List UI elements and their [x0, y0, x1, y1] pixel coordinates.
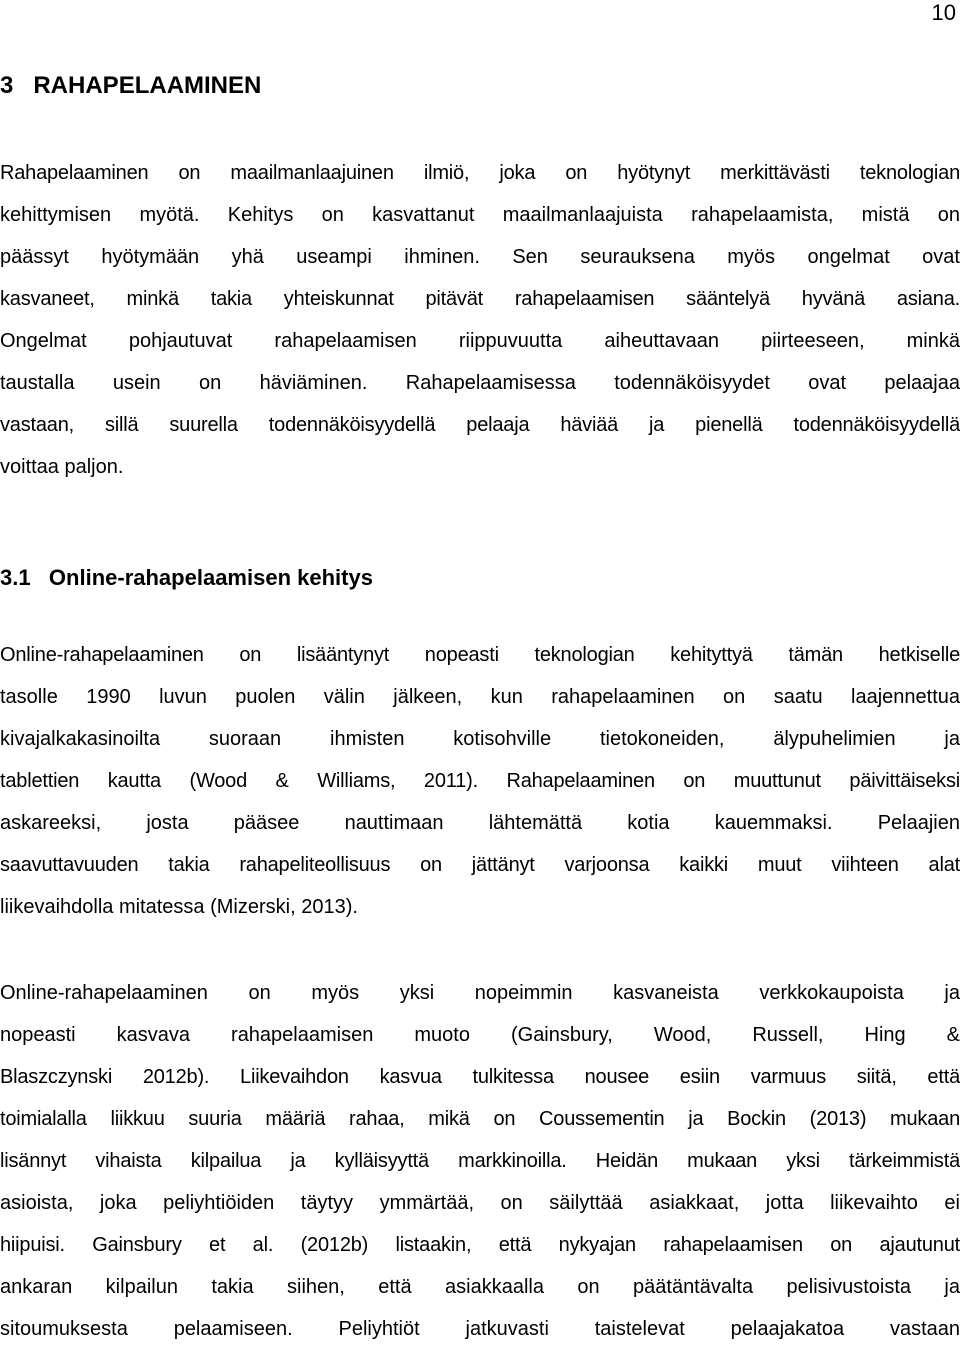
paragraph-line: toimialalla liikkuu suuria määriä rahaa, mikä on Coussementin ja Bockin (2013) mukaan	[0, 1108, 960, 1130]
paragraph-line: Blaszczynski 2012b). Liikevaihdon kasvua tulkitessa nousee esiin varmuus siitä, että	[0, 1066, 960, 1088]
paragraph-competition	[0, 972, 960, 1350]
paragraph-line: taustalla usein on häviäminen. Rahapelaamisessa todennäköisyydet ovat pelaajaa	[0, 372, 960, 394]
paragraph-line: liikevaihdolla mitatessa (Mizerski, 2013).	[0, 896, 358, 918]
paragraph-line: Online-rahapelaaminen on lisääntynyt nopeasti teknologian kehityttyä tämän hetkiselle	[0, 644, 960, 666]
paragraph-line: kehittymisen myötä. Kehitys on kasvattanut maailmanlaajuista rahapelaamista, mistä on	[0, 204, 960, 226]
paragraph-line: voittaa paljon.	[0, 456, 124, 478]
paragraph-line: Rahapelaaminen on maailmanlaajuinen ilmiö, joka on hyötynyt merkittävästi teknologian	[0, 162, 960, 184]
page-number: 10	[931, 0, 956, 25]
paragraph-line: sitoumuksesta pelaamiseen. Peliyhtiöt jatkuvasti taistelevat pelaajakatoa vastaan	[0, 1318, 960, 1340]
paragraph-line: Ongelmat pohjautuvat rahapelaamisen riippuvuutta aiheuttavaan piirteeseen, minkä	[0, 330, 960, 352]
paragraph-line: tablettien kautta (Wood & Williams, 2011). Rahapelaaminen on muuttunut päivittäiseksi	[0, 770, 960, 792]
paragraph-line: Online-rahapelaaminen on myös yksi nopeimmin kasvaneista verkkokaupoista ja	[0, 982, 960, 1004]
paragraph-line: vastaan, sillä suurella todennäköisyydellä pelaaja häviää ja pienellä todennäköisyydellä	[0, 414, 960, 436]
paragraph-line: saavuttavuuden takia rahapeliteollisuus on jättänyt varjoonsa kaikki muut viihteen alat	[0, 854, 960, 876]
paragraph-line: päässyt hyötymään yhä useampi ihminen. Sen seurauksena myös ongelmat ovat	[0, 246, 960, 268]
chapter-heading: 3 RAHAPELAAMINEN	[0, 72, 262, 99]
paragraph-line: kasvaneet, minkä takia yhteiskunnat pitävät rahapelaamisen sääntelyä hyvänä asiana.	[0, 288, 960, 310]
section-heading: 3.1 Online-rahapelaamisen kehitys	[0, 565, 373, 590]
paragraph-line: tasolle 1990 luvun puolen välin jälkeen, kun rahapelaaminen on saatu laajennettua	[0, 686, 960, 708]
paragraph-line: hiipuisi. Gainsbury et al. (2012b) listaakin, että nykyajan rahapelaamisen on ajautunut	[0, 1234, 960, 1256]
paragraph-line: nopeasti kasvava rahapelaamisen muoto (Gainsbury, Wood, Russell, Hing &	[0, 1024, 960, 1046]
paragraph-line: asioista, joka peliyhtiöiden täytyy ymmärtää, on säilyttää asiakkaat, jotta liikevaihto ei	[0, 1192, 960, 1214]
paragraph-line: kivajalkakasinoilta suoraan ihmisten kotisohville tietokoneiden, älypuhelimien ja	[0, 728, 960, 750]
paragraph-line: lisännyt vihaista kilpailua ja kylläisyyttä markkinoilla. Heidän mukaan yksi tärkeimmistä	[0, 1150, 960, 1172]
paragraph-line: askareeksi, josta pääsee nauttimaan lähtemättä kotia kauemmaksi. Pelaajien	[0, 812, 960, 834]
paragraph-line: ankaran kilpailun takia siihen, että asiakkaalla on päätäntävalta pelisivustoista ja	[0, 1276, 960, 1298]
paragraph-online-growth	[0, 634, 960, 928]
paragraph-intro	[0, 152, 960, 488]
